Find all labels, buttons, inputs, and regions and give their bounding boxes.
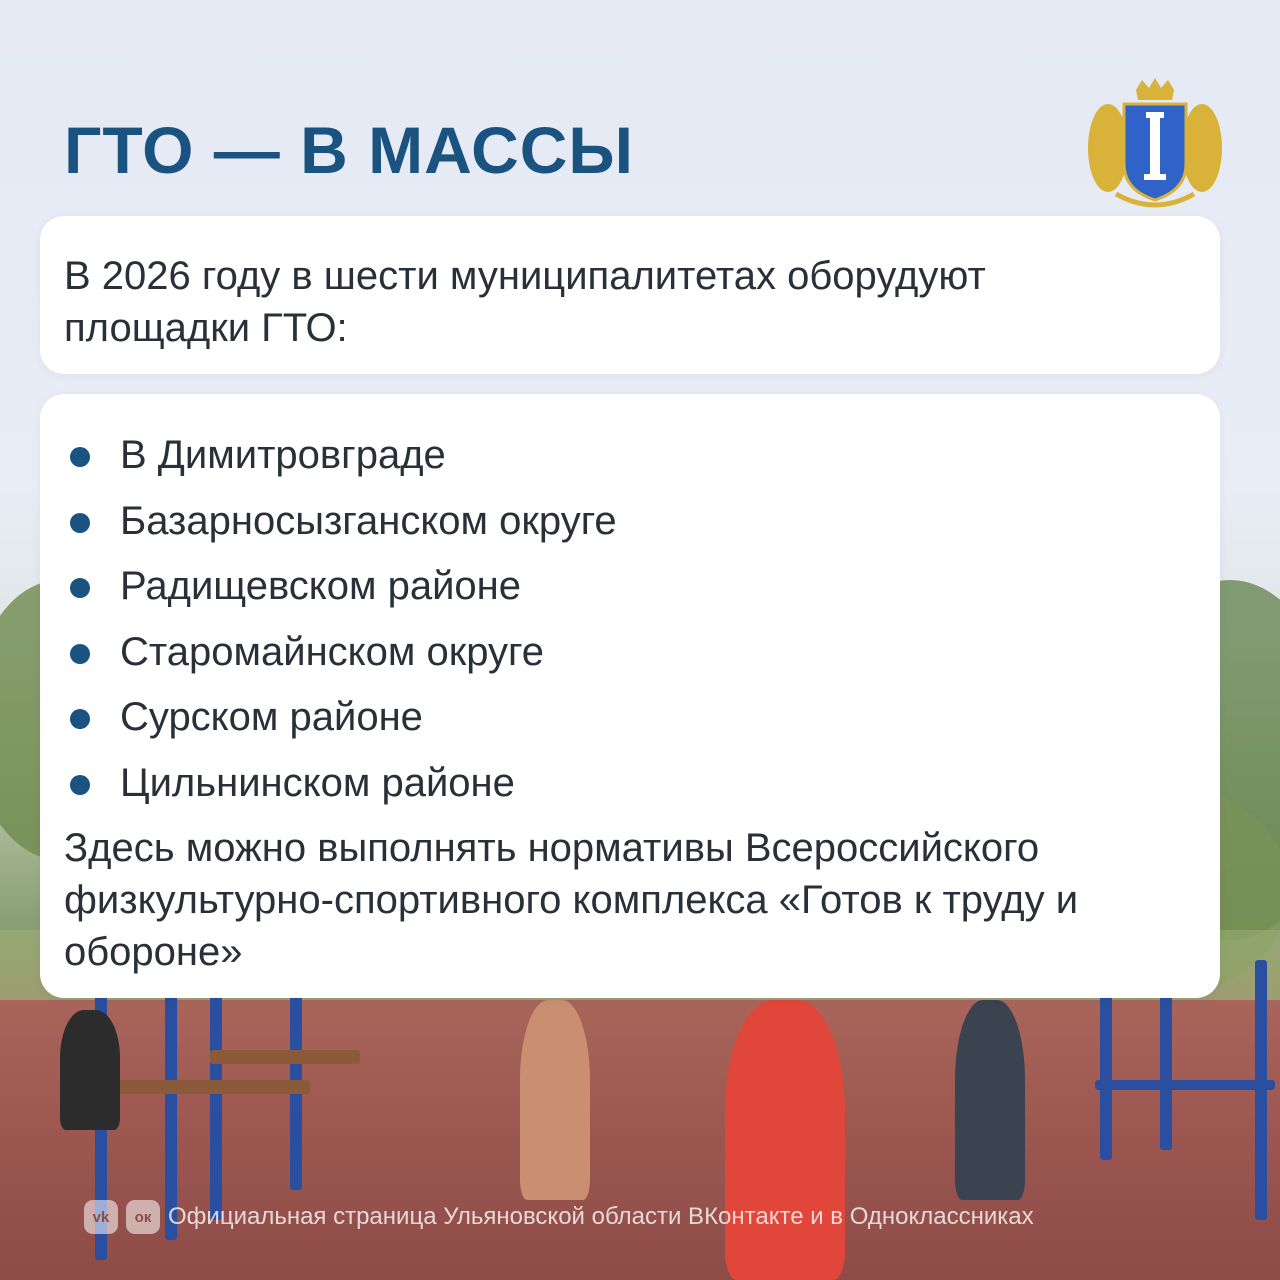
list-item xyxy=(68,686,617,752)
page-title: ГТО — В МАССЫ xyxy=(64,113,635,187)
intro-card xyxy=(40,216,1220,374)
bullet-icon xyxy=(70,447,90,467)
list-item xyxy=(68,555,617,621)
bullet-icon xyxy=(70,644,90,664)
list-item xyxy=(68,424,617,490)
place-label: В Димитровграде xyxy=(120,433,446,477)
bullet-icon xyxy=(70,709,90,729)
place-label: Радищевском районе xyxy=(120,564,522,608)
footer xyxy=(84,1200,1034,1234)
rubber-ground xyxy=(0,1000,1280,1280)
bullet-icon xyxy=(70,775,90,795)
bullet-icon xyxy=(70,513,90,533)
places-card xyxy=(40,394,1220,998)
coat-of-arms-icon xyxy=(1086,76,1224,214)
places-list xyxy=(68,424,617,817)
vk-icon[interactable]: vk xyxy=(84,1200,118,1234)
place-label: Базарносызганском округе xyxy=(120,498,617,543)
place-label: Сурском районе xyxy=(120,695,423,739)
odnoklassniki-icon[interactable]: ок xyxy=(126,1200,160,1234)
outro-text: Здесь можно выполнять нормативы Всероссийского физкультурно-спортивного комплекса «Готов к труду и обороне» xyxy=(64,826,1079,974)
footer-text: Официальная страница Ульяновской области ВКонтакте и в Одноклассниках xyxy=(168,1203,1034,1230)
coat-of-arms-logo xyxy=(1086,76,1224,214)
bullet-icon xyxy=(70,578,90,598)
list-item xyxy=(68,621,617,687)
intro-text: В 2026 году в шести муниципалитетах оборудуют площадки ГТО: xyxy=(64,254,986,350)
place-label: Старомайнском округе xyxy=(120,629,544,674)
list-item xyxy=(68,490,617,556)
place-label: Цильнинском районе xyxy=(120,760,515,805)
list-item xyxy=(68,752,617,818)
